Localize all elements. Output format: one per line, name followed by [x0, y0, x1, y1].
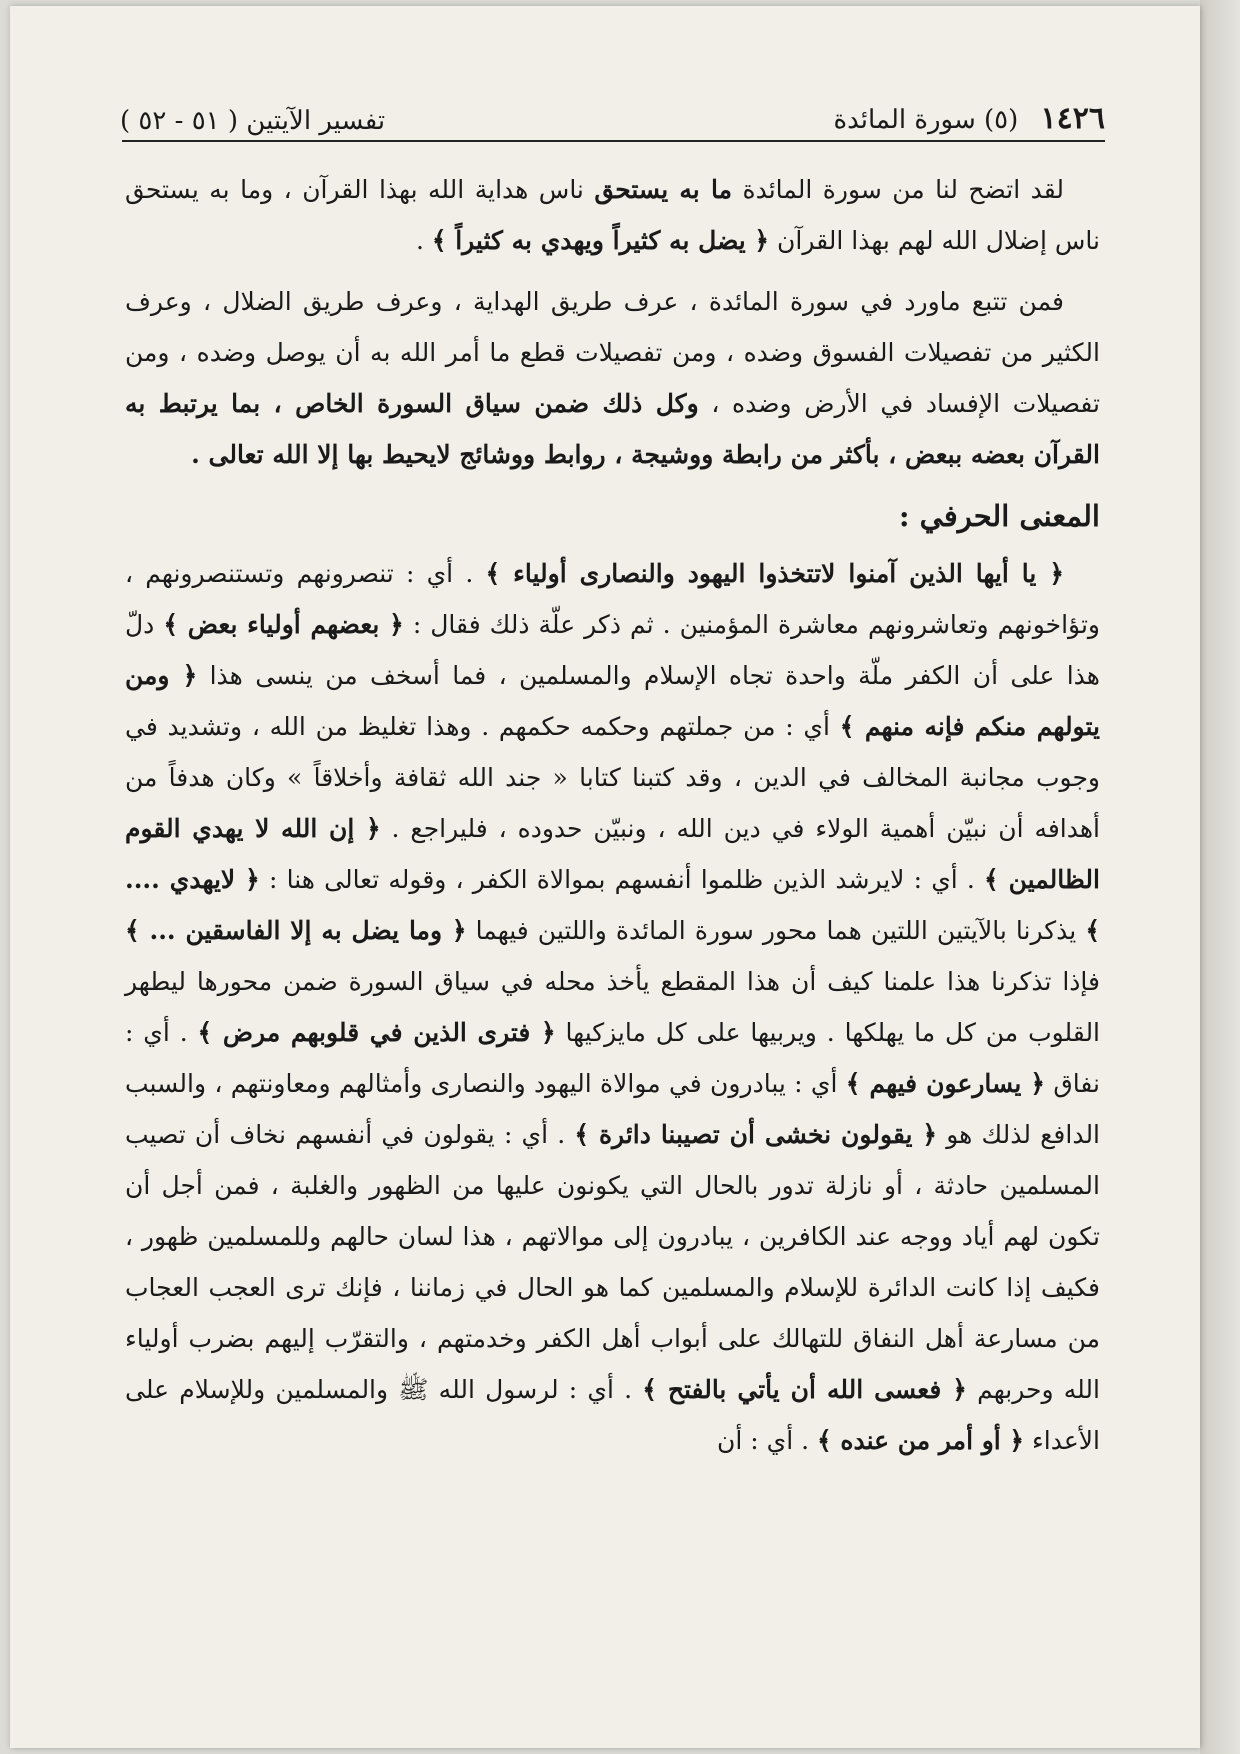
- p3-quran-1: ﴿ يا أيها الذين آمنوا لاتتخذوا اليهود والنصارى أولياء ﴾: [485, 559, 1064, 588]
- paragraph-3: [125, 548, 1100, 1466]
- p3-quran-10: ﴿ فعسى الله أن يأتي بالفتح ﴾: [642, 1375, 967, 1404]
- p3-s9: . أي : يقولون في أنفسهم نخاف أن تصيب المسلمين حادثة ، أو نازلة تدور بالحال التي يكونون عليها من الظهور والغلبة ، فمن أجل أن تكون لهم أياد ووجه عند الكافرين ، يبادرون إلى موالاتهم ، هذا لسان حالهم وللمسلمين ظهور ، فكيف إذا كانت الدائرة للإسلام والمسلمين كما هو الحال في زماننا ، فإنك ترى العجب العجاب من مسارعة أهل النفاق للتهالك على أبواب أهل الكفر وخدمتهم ، والتقرّب إليهم بضرب أولياء الله وحربهم: [125, 1120, 1100, 1404]
- section-heading: المعنى الحرفي :: [898, 499, 1100, 533]
- p1-s3: ناس هداية الله بهذا القرآن ، وما به يستحق ناس إضلال الله لهم بهذا القرآن: [125, 175, 1100, 255]
- section-label: تفسير الآيتين ( ٥١ - ٥٢ ): [120, 106, 386, 136]
- p1-s2: ما به يستحق: [594, 175, 732, 204]
- body-text: [125, 164, 1100, 1476]
- p3-quran-3: ﴿ ومن يتولهم منكم فإنه منهم ﴾: [125, 661, 1100, 741]
- p3-quran-9: ﴿ يقولون نخشى أن تصيبنا دائرة ﴾: [574, 1120, 938, 1149]
- p3-quran-2: ﴿ بعضهم أولياء بعض ﴾: [163, 610, 404, 639]
- p3-s8: أي : يبادرون في موالاة اليهود والنصارى وأمثالهم ومعاونتهم ، والسبب الدافع لذلك هو: [125, 1069, 1101, 1149]
- p3-s5: يذكرنا بالآيتين اللتين هما محور سورة المائدة واللتين فيهما: [475, 916, 1077, 945]
- page-number: ١٤٢٦: [1040, 101, 1105, 136]
- p3-quran-8: ﴿ يسارعون فيهم ﴾: [845, 1069, 1046, 1098]
- header-rule: [122, 140, 1105, 142]
- p3-s11: . أي : أن: [717, 1426, 810, 1455]
- running-head: [120, 84, 1105, 136]
- p3-s2: دلّ هذا على أن الكفر ملّة واحدة تجاه الإسلام والمسلمين ، فما أسخف من ينسى هذا: [125, 610, 1100, 690]
- p3-quran-4: ﴿ إن الله لا يهدي القوم الظالمين ﴾: [125, 814, 1100, 894]
- p3-s7: . أي : نفاق: [125, 1018, 1100, 1098]
- p2-s1: فمن تتبع ماورد في سورة المائدة ، عرف طريق الهداية ، وعرف طريق الضلال ، وعرف الكثير من تفصيلات الفسوق وضده ، ومن تفصيلات قطع ما أمر الله به أن يوصل وضده ، ومن تفصيلات الإفساد في الأرض وضده ،: [125, 287, 1101, 418]
- p3-s1: . أي : تنصرونهم وتستنصرونهم ، وتؤاخونهم وتعاشرونهم معاشرة المؤمنين . ثم ذكر علّة ذلك فقال :: [125, 559, 1100, 639]
- page-edge: [1200, 0, 1240, 1754]
- p3-quran-11: ﴿ أو أمر من عنده ﴾: [817, 1426, 1025, 1455]
- p3-quran-6: ﴿ وما يضل به إلا الفاسقين ... ﴾: [125, 916, 467, 945]
- p3-quran-7: ﴿ فترى الذين في قلوبهم مرض ﴾: [197, 1018, 556, 1047]
- p3-s4: . أي : لايرشد الذين ظلموا أنفسهم بموالاة الكفر ، وقوله تعالى هنا :: [268, 865, 975, 894]
- header-right: [833, 101, 1105, 136]
- p3-quran-5: ﴿ لايهدي .... ﴾: [125, 865, 1101, 945]
- p1-quran-1: ﴿ يضل به كثيراً ويهدي به كثيراً ﴾: [431, 226, 770, 255]
- surah-label: (٥) سورة المائدة: [833, 105, 1019, 135]
- paragraph-2: [125, 276, 1100, 480]
- p3-s3: أي : من جملتهم وحكمه حكمهم . وهذا تغليظ من الله ، وتشديد في وجوب مجانبة المخالف في الدين ، وقد كتبنا كتابا « جند الله ثقافة وأخلاقاً » وكان هدفاً من أهدافه أن نبيّن أهمية الولاء في دين الله ، ونبيّن حدوده ، فليراجع .: [125, 712, 1100, 843]
- p2-s2: وكل ذلك ضمن سياق السورة الخاص ، بما يرتبط به القرآن بعضه ببعض ، بأكثر من رابطة ووشيجة ، روابط ووشائج لايحيط بها إلا الله تعالى .: [125, 389, 1100, 469]
- p1-s4: .: [415, 226, 424, 255]
- p3-s10: . أي : لرسول الله ﷺ والمسلمين وللإسلام على الأعداء: [125, 1375, 1100, 1455]
- book-page: [10, 6, 1200, 1748]
- paragraph-1: [125, 164, 1100, 266]
- p1-s1: لقد اتضح لنا من سورة المائدة: [742, 175, 1064, 204]
- p3-s6: فإذا تذكرنا هذا علمنا كيف أن هذا المقطع يأخذ محله في سياق السورة ضمن محورها ليطهر القلوب من كل ما يهلكها . ويربيها على كل مايزكيها: [125, 967, 1101, 1047]
